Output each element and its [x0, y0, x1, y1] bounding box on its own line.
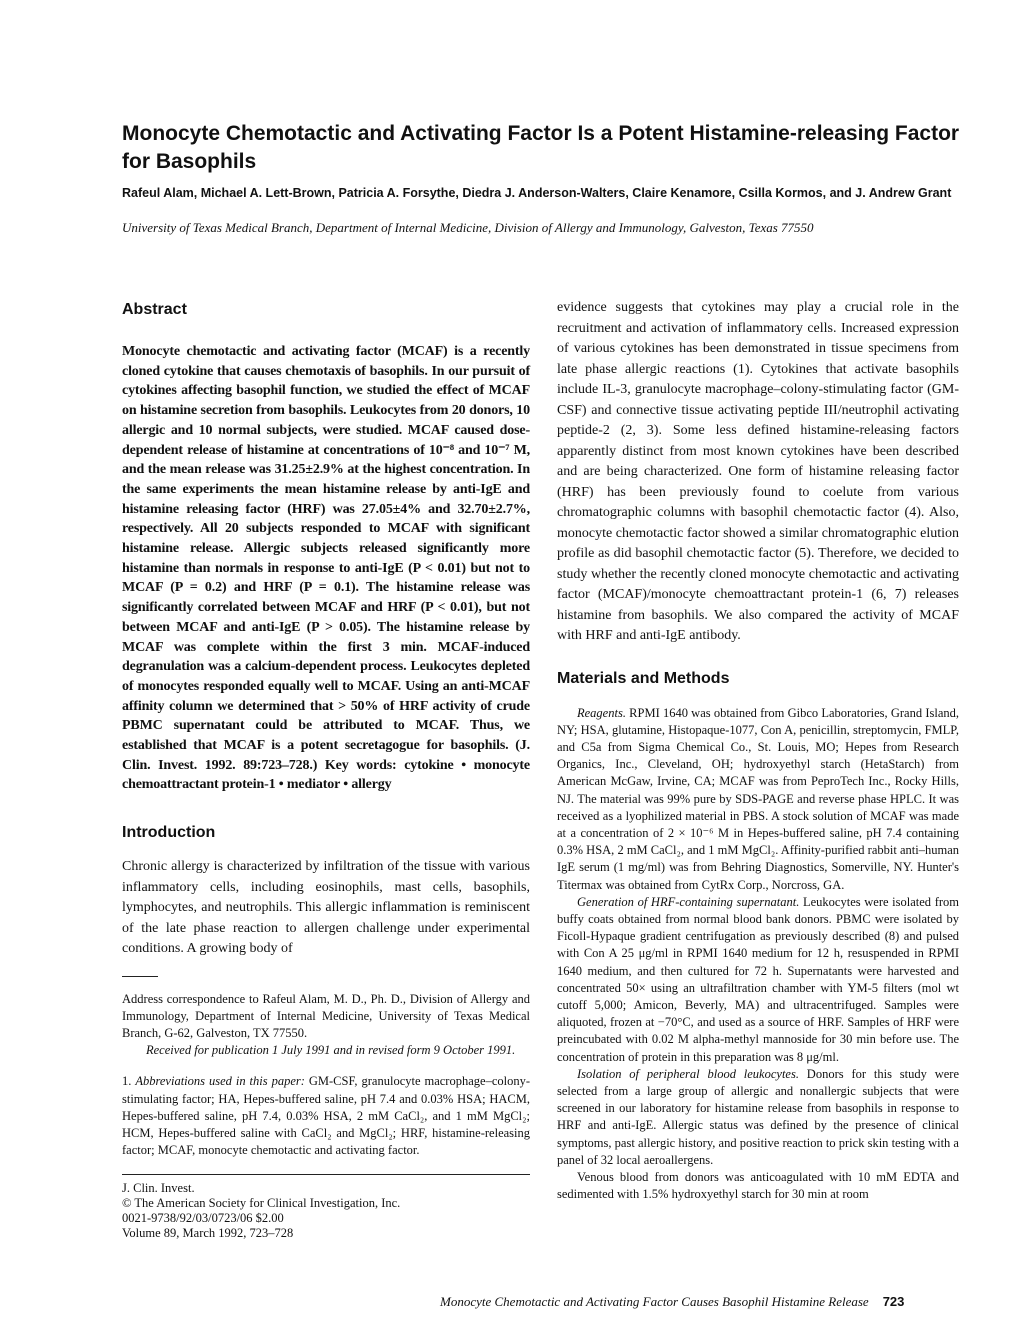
footnote-number: 1. [122, 1074, 136, 1089]
isolation-text: Donors for this study were selected from a large group of allergic and nonallergic subjects that were screened in our laboratory for histamine release from basophils in response to HRF and anti-IgE. Allergic status was defined by the presence of clinical symptoms, past allergic history, and positive reaction to prick skin testing with a panel of 32 local aeroallergens. [557, 1066, 959, 1167]
right-column [557, 298, 959, 1203]
received-note [122, 1042, 530, 1059]
reagents-paragraph [557, 705, 959, 894]
running-title: Monocyte Chemotactic and Activating Factor Causes Basophil Histamine Release [440, 1294, 869, 1309]
hrf-paragraph [557, 894, 959, 1066]
isolation-paragraph [557, 1066, 959, 1169]
affiliation: University of Texas Medical Branch, Department of Internal Medicine, Division of Allergy and Immunology, Galveston, Texas 77550 [122, 220, 814, 235]
received-note-text: Received for publication 1 July 1991 and in revised form 9 October 1991. [146, 1043, 516, 1058]
left-column [122, 300, 530, 1241]
introduction-text-left: Chronic allergy is characterized by infiltration of the tissue with various inflammatory cells, including eosinophils, mast cells, basophils, lymphocytes, and neutrophils. This allergic inflammation is reminiscent of the late phase reaction to allergen challenge under experimental conditions. A growing body of [122, 859, 530, 957]
volume-line: Volume 89, March 1992, 723–728 [122, 1225, 294, 1240]
venous-paragraph: Venous blood from donors was anticoagulated with 10 mM EDTA and sedimented with 1.5% hydroxyethyl starch for 30 min at room [557, 1169, 959, 1202]
reagents-label: Reagents. [577, 705, 626, 720]
abbreviations-footnote [122, 1073, 530, 1159]
correspondence-note: Address correspondence to Rafeul Alam, M. D., Ph. D., Division of Allergy and Immunology, Department of Internal Medicine, University of Texas Medical Branch, G-62, Galveston, TX 77550. [122, 991, 530, 1041]
journal-name: J. Clin. Invest. [122, 1180, 195, 1195]
hrf-label: Generation of HRF-containing supernatant. [577, 894, 800, 909]
methods-heading: Materials and Methods [557, 669, 730, 687]
isolation-label: Isolation of peripheral blood leukocytes. [577, 1066, 799, 1081]
introduction-heading: Introduction [122, 824, 216, 842]
introduction-text-right: evidence suggests that cytokines may play a crucial role in the recruitment and activation of inflammatory cells. Increased expression of various cytokines has been demonstrated in tissue specimens from late phase allergic reactions (1). Cytokines that activate basophils include IL-3, granulocyte macrophage–colony-stimulating factor (GM-CSF) and connective tissue activating peptide III/neutrophil activating peptide-2 (2, 3). Some less defined histamine-releasing factors apparently distinct from most known cytokines have been described and are being characterized. One form of histamine releasing factor (HRF) has been previously found to coelute from various chromatographic columns with basophil chemotactic factor (4). Also, monocyte chemotactic factor showed a similar chromatographic elution profile as did basophil chemotactic factor (5). Therefore, we decided to study whether the recently cloned monocyte chemotactic and activating factor (MCAF)/monocyte chemoattractant protein-1 (6, 7) releases histamine from basophils. We also compared the activity of MCAF with HRF and anti-IgE antibody. [557, 300, 959, 643]
copyright-line: © The American Society for Clinical Investigation, Inc. [122, 1195, 401, 1210]
page-footer [440, 1294, 960, 1310]
abstract-text: Monocyte chemotactic and activating factor (MCAF) is a recently cloned cytokine that causes chemotaxis of basophils. In our pursuit of cytokines affecting basophil function, we studied the effect of MCAF on histamine secretion from basophils. Leukocytes from 20 donors, 10 allergic and 10 normal subjects, were studied. MCAF caused dose-dependent release of histamine at concentrations of 10⁻⁸ and 10⁻⁷ M, and the mean release was 31.25±2.9% at the highest concentration. In the same experiments the mean histamine release by anti-IgE and histamine releasing factor (HRF) was 27.05±4% and 32.70±2.7%, respectively. All 20 subjects responded to MCAF with significant histamine release. Allergic subjects released significantly more histamine than normals in response to anti-IgE (P < 0.01) but not to MCAF (P = 0.2) and HRF (P = 0.1). The histamine release was significantly correlated between MCAF and HRF (P < 0.01), but not between MCAF and anti-IgE (P > 0.05). The histamine release by MCAF was complete within the first 3 min. MCAF-induced degranulation was a calcium-dependent process. Leukocytes depleted of monocytes responded equally well to MCAF. Using an anti-MCAF affinity column we determined that > 50% of HRF activity of crude PBMC supernatant could be attributed to MCAF. Thus, we established that MCAF is a potent secretagogue for basophils. (J. Clin. Invest. 1992. 89:723–728.) Key words: cytokine • monocyte chemoattractant protein-1 • mediator • allergy [122, 344, 530, 793]
abbreviations-text: GM-CSF, granulocyte macrophage–colony-stimulating factor; HA, Hepes-buffered saline, pH 7.4 and 0.03% HSA; HACM, Hepes-buffered saline, pH 7.4, 0.03% HSA, 2 mM CaCl₂, and 1 mM MgCl₂; HCM, Hepes-buffered saline with CaCl₂ and MgCl₂; HRF, histamine-releasing factor; MCAF, monocyte chemotactic and activating factor. [122, 1074, 530, 1158]
abstract-heading: Abstract [122, 301, 187, 318]
hrf-text: Leukocytes were isolated from buffy coats obtained from normal blood bank donors. PBMC were isolated by Ficoll-Hypaque gradient centrifugation as previously described (8) and pulsed with Con A 25 μg/ml in RPMI 1640 medium for 12 h, resuspended in RPMI 1640 medium, and then cultured for 72 h. Supernatants were harvested and concentrated 50× using an ultrafiltration chamber with YM-5 filters (mol wt cutoff 5,000; Amicon, Beverly, MA) and ultracentrifuged. Samples were aliquoted, frozen at −70°C, and used as a source of HRF. Samples of HRF were preincubated with 0.02 M alpha-methyl mannoside for 30 min before use. The concentration of protein in this preparation was 8 μg/ml. [557, 894, 959, 1064]
methods-body [557, 705, 959, 1204]
page-number: 723 [882, 1294, 905, 1309]
article-title: Monocyte Chemotactic and Activating Factor Is a Potent Histamine-releasing Factor for Basophils [122, 122, 960, 173]
issn-line: 0021-9738/92/03/0723/06 $2.00 [122, 1210, 284, 1225]
abbreviations-label: Abbreviations used in this paper: [135, 1074, 305, 1089]
publication-info [122, 1181, 530, 1241]
author-list: Rafeul Alam, Michael A. Lett-Brown, Patricia A. Forsythe, Diedra J. Anderson-Walters, Claire Kenamore, Csilla Kormos, and J. Andrew Grant [122, 186, 952, 200]
reagents-text: RPMI 1640 was obtained from Gibco Laboratories, Grand Island, NY; HSA, glutamine, Histopaque-1077, Con A, penicillin, streptomycin, FMLP, and C5a from Sigma Chemical Co., St. Louis, MO; Hepes from Research Organics, Inc., Cleveland, OH; hydroxyethyl starch (HetaStarch) from American McGaw, Irvine, CA; MCAF was from PeproTech Inc., Rocky Hills, NJ. The material was 99% pure by SDS-PAGE and reverse phase HPLC. It was received as a lyophilized material in PBS. A stock solution of MCAF was made at a concentration of 2 × 10⁻⁶ M in Hepes-buffered saline, pH 7.4 containing 0.3% HSA, 2 mM CaCl₂, and 1 mM MgCl₂. Affinity-purified rabbit anti–human IgE serum (1 mg/ml) was from Behring Diagnostics, Somerville, NY. Hunter's Titermax was obtained from CytRx Corp., Norcross, GA. [557, 705, 959, 892]
